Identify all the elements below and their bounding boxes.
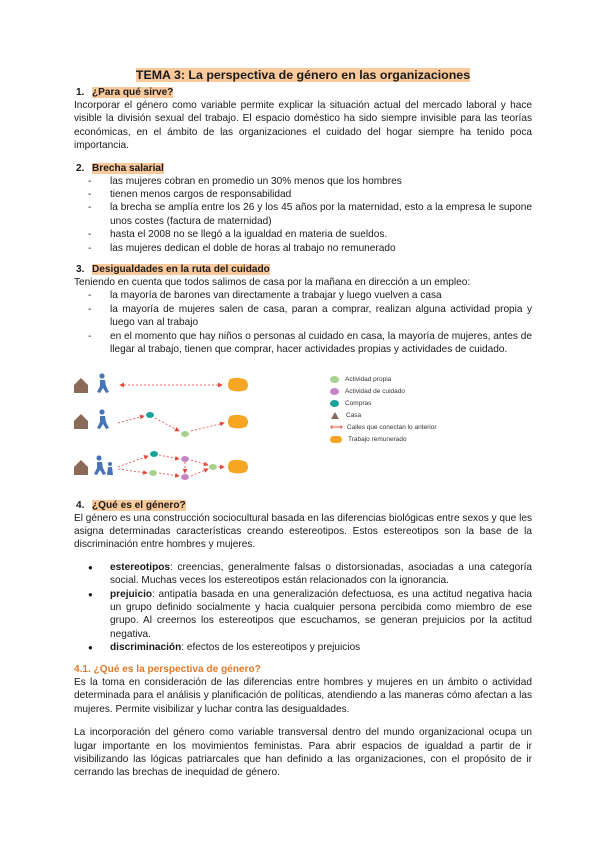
legend-shopping: Compras xyxy=(330,399,371,409)
legend-house: Casa xyxy=(330,411,361,421)
care-activity-swatch-icon xyxy=(330,388,339,395)
legend-care-activity: Actividad de cuidado xyxy=(330,387,405,397)
care-activity-dot xyxy=(181,474,189,480)
section-1-paragraph: Incorporar el género como variable permite explicar la situación actual del mercado laboral y hace visible la división sexual del trabajo. El espacio doméstico ha sido siempre invisible para las teorías económicas, en el ámbito de las organizaciones el cuidado del hogar siempre ha tenido poca importancia. xyxy=(74,100,532,152)
route-diagram-svg xyxy=(72,363,312,491)
document-page xyxy=(74,68,532,780)
house-icon xyxy=(74,414,88,429)
route-row-women-with-care xyxy=(74,451,248,480)
house-swatch-icon xyxy=(331,412,339,419)
section-4-paragraph: El género es una construcción sociocultural basada en las diferencias biológicas entre sexos y que les asigna determinadas características creando estereotipos. Estos estereotipos son la base de la discriminación entre hombres y mujeres. xyxy=(74,512,532,551)
list-item: - la mayoría de mujeres salen de casa, paran a comprar, realizan alguna actividad propia y luego van al trabajo xyxy=(110,303,532,330)
legend-own-activity: Actividad propia xyxy=(330,375,391,385)
person-walking-icon xyxy=(97,373,109,393)
list-item: - tienen menos cargos de responsabilidad xyxy=(110,188,532,201)
list-item: ● prejuicio: antipatía basada en una generalización defectuosa, es una actitud negativa hacia un grupo definido socialmente y hacia cualquier persona percibida como miembro de ese grupo. Al creernos los estereotipos que escuchamos, se generan prejuicios por la actitud negativa. xyxy=(110,588,532,642)
own-activity-dot xyxy=(181,431,189,437)
gender-concepts-list xyxy=(74,561,532,655)
list-item: - en el momento que hay niños o personas al cuidado en casa, la mayoría de mujeres, antes de llegar al trabajo, tienen que comprar, hacer actividades propias y actividades de cuidado. xyxy=(110,330,532,357)
section-4-1-heading: 4.1. ¿Qué es la perspectiva de género? xyxy=(74,663,261,675)
section-4-heading: 4. ¿Qué es el género? xyxy=(76,499,186,511)
shopping-dot xyxy=(146,412,154,418)
own-activity-dot xyxy=(209,464,217,470)
care-route-list xyxy=(74,289,532,356)
double-arrow-icon: ⟷ xyxy=(330,421,343,432)
section-4-1-paragraph-2: La incorporación del género como variable transversal dentro del mundo organizacional ocupa un lugar importante en los movimientos feministas. Para abrir espacios de igualdad a partir de ir visibilizando las lógicas patriarcales que han definido a las organizaciones, con el propósito de ir cerrando las brechas de inequidad de género. xyxy=(74,727,532,779)
house-icon xyxy=(74,378,88,393)
house-icon xyxy=(74,460,88,475)
section-1-heading: 1. ¿Para qué sirve? xyxy=(76,87,174,98)
person-with-child-icon xyxy=(94,455,113,475)
legend-streets: ⟷ Calles que conectan lo anterior xyxy=(330,423,437,433)
shopping-swatch-icon xyxy=(330,400,339,407)
person-walking-icon xyxy=(97,409,109,429)
section-3-heading: 3. Desigualdades en la ruta del cuidado xyxy=(76,264,270,276)
list-item: - las mujeres cobran en promedio un 30% menos que los hombres xyxy=(110,175,532,188)
route-row-men xyxy=(74,373,248,393)
list-item: - la mayoría de barones van directamente a trabajar y luego vuelven a casa xyxy=(110,289,532,302)
page-title: TEMA 3: La perspectiva de género en las organizaciones xyxy=(135,68,471,82)
section-3-intro: Teniendo en cuenta que todos salimos de casa por la mañana en dirección a un empleo: xyxy=(74,277,471,289)
paid-work-icon xyxy=(228,377,248,391)
legend-paid-work: Trabajo remunerado xyxy=(330,435,407,445)
paid-work-swatch-icon xyxy=(330,436,342,443)
route-row-women xyxy=(74,409,248,437)
list-item: ● discriminación: efectos de los estereotipos y prejuicios xyxy=(110,641,532,654)
paid-work-icon xyxy=(228,459,248,473)
paid-work-icon xyxy=(228,414,248,428)
list-item: - hasta el 2008 no se llegó a la igualdad en materia de sueldos. xyxy=(110,228,532,241)
list-item: - la brecha se amplía entre los 26 y los 45 años por la maternidad, esto a la empresa le supone unos costes (factura de maternidad) xyxy=(110,201,532,228)
own-activity-swatch-icon xyxy=(330,376,339,383)
care-route-diagram xyxy=(72,363,532,491)
shopping-dot xyxy=(150,451,158,457)
list-item: ● estereotipos: creencias, generalmente falsas o distorsionadas, asociadas a una categoría social. Muchas veces los estereotipos están relacionados con la ignorancia. xyxy=(110,561,532,588)
own-activity-dot xyxy=(149,470,157,476)
salary-gap-list xyxy=(74,175,532,255)
list-item: - las mujeres dedican el doble de horas al trabajo no remunerado xyxy=(110,242,532,255)
section-4-1-paragraph-1: Es la toma en consideración de las diferencias entre hombres y mujeres en un ámbito o actividad determinada para el análisis y planificación de políticas, atendiendo a las maneras cómo afectan a las mujeres. Permite visibilizar y luchar contra las desigualdades. xyxy=(74,676,532,715)
care-activity-dot xyxy=(181,456,189,462)
section-2-heading: 2. Brecha salarial xyxy=(76,162,164,174)
